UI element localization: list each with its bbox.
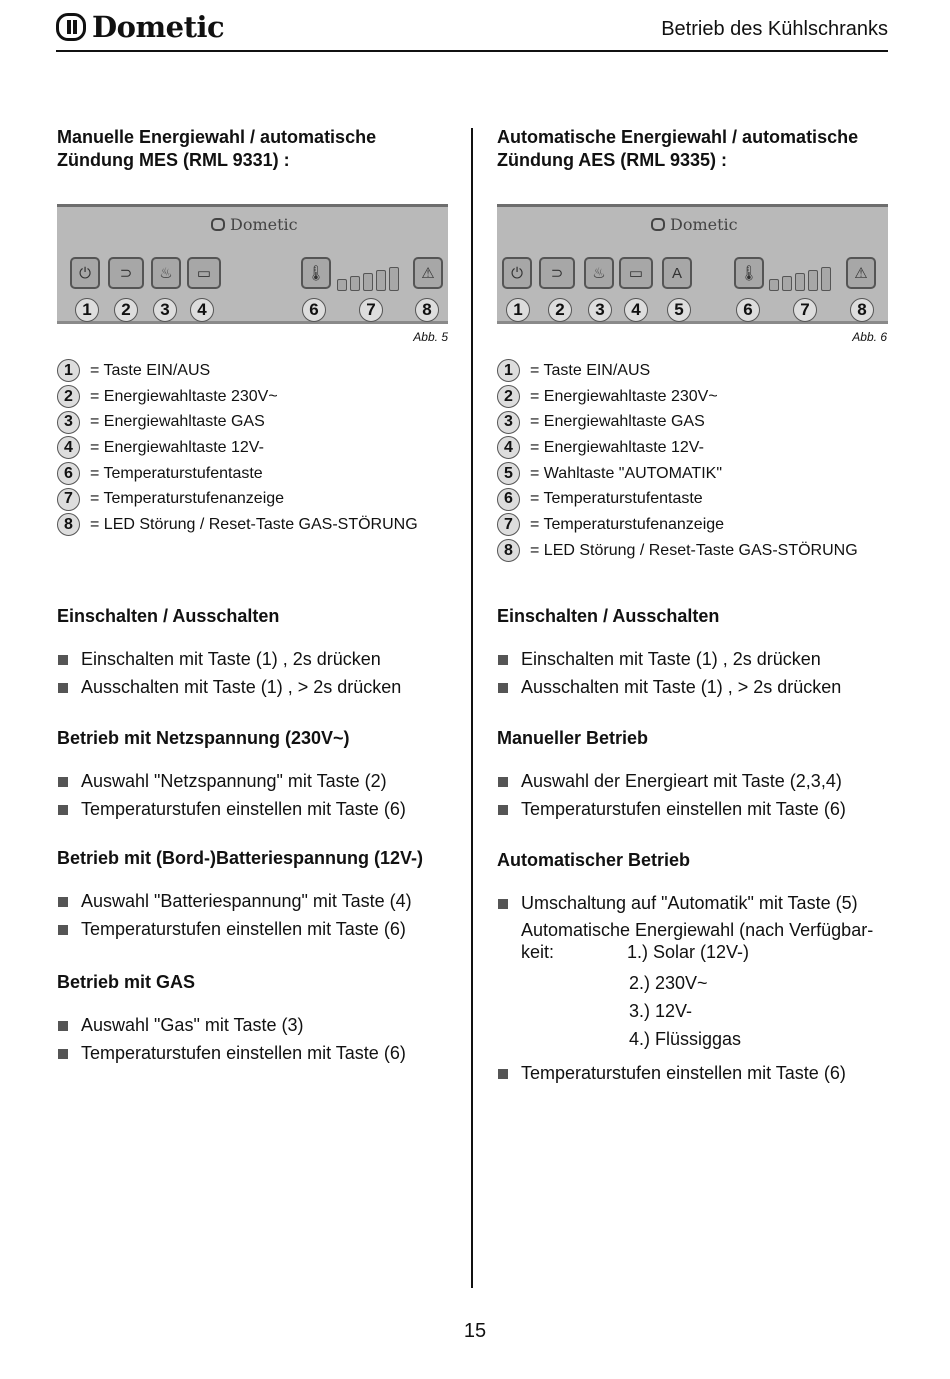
legend-item bbox=[497, 486, 858, 512]
legend-item bbox=[497, 358, 858, 384]
bullet-list bbox=[497, 645, 897, 701]
legend-text: = Temperaturstufentaste bbox=[530, 490, 703, 508]
panel-number: 6 bbox=[736, 298, 760, 322]
priority-item: 3.) 12V- bbox=[629, 1001, 693, 1021]
legend-text: = Temperaturstufenanzeige bbox=[530, 515, 725, 533]
section-heading: Einschalten / Ausschalten bbox=[57, 606, 280, 626]
legend-list bbox=[497, 358, 858, 564]
legend-item bbox=[497, 538, 858, 564]
bullet-item: Auswahl "Gas" mit Taste (3) bbox=[57, 1011, 457, 1039]
description-line bbox=[521, 941, 897, 963]
panel-number: 3 bbox=[588, 298, 612, 322]
control-panel-mes bbox=[57, 204, 448, 324]
panel-number: 8 bbox=[415, 298, 439, 322]
panel-brand-text: Dometic bbox=[230, 215, 298, 234]
description-text: keit: bbox=[521, 942, 555, 962]
left-column-title bbox=[57, 126, 457, 172]
panel-number: 2 bbox=[548, 298, 572, 322]
bullet-item: Ausschalten mit Taste (1) , > 2s drücken bbox=[497, 673, 897, 701]
power-button-icon: ⏻ bbox=[502, 257, 532, 289]
legend-text: = LED Störung / Reset-Taste GAS-STÖRUNG bbox=[530, 541, 858, 559]
bullet-list bbox=[497, 1059, 897, 1087]
legend-number: 2 bbox=[57, 385, 80, 408]
legend-number: 7 bbox=[57, 488, 80, 511]
control-panel-aes bbox=[497, 204, 888, 324]
legend-text: = Temperaturstufentaste bbox=[90, 464, 263, 482]
thermometer-button-icon: 🌡 bbox=[734, 257, 764, 289]
legend-item bbox=[57, 409, 418, 435]
right-column bbox=[497, 126, 897, 1083]
title-line-1: Automatische Energiewahl / automatische bbox=[497, 127, 859, 147]
legend-text: = LED Störung / Reset-Taste GAS-STÖRUNG bbox=[90, 515, 418, 533]
section-heading: Automatischer Betrieb bbox=[497, 850, 691, 870]
legend-number: 7 bbox=[497, 513, 520, 536]
section-manual bbox=[497, 728, 897, 823]
panel-number: 6 bbox=[302, 298, 326, 322]
title-line-1: Manuelle Energiewahl / automatische bbox=[57, 127, 377, 147]
plug-230v-button-icon: ⊃ bbox=[108, 257, 144, 289]
right-column-title bbox=[497, 126, 897, 172]
legend-text: = Energiewahltaste 12V- bbox=[90, 438, 264, 456]
section-230v bbox=[57, 728, 457, 823]
warning-reset-button-icon: ⚠ bbox=[413, 257, 443, 289]
legend-item bbox=[57, 486, 418, 512]
bullet-item: Temperaturstufen einstellen mit Taste (6) bbox=[497, 1059, 897, 1087]
panel-number: 4 bbox=[624, 298, 648, 322]
panel-brand bbox=[211, 215, 298, 234]
panel-number: 8 bbox=[850, 298, 874, 322]
panel-number: 1 bbox=[506, 298, 530, 322]
legend-number: 6 bbox=[57, 462, 80, 485]
battery-12v-button-icon: ▭ bbox=[619, 257, 653, 289]
legend-item bbox=[497, 384, 858, 410]
legend-text: = Temperaturstufenanzeige bbox=[90, 490, 285, 508]
dometic-logo bbox=[56, 10, 224, 44]
gas-flame-button-icon: ♨ bbox=[584, 257, 614, 289]
legend-number: 2 bbox=[497, 385, 520, 408]
plug-230v-button-icon: ⊃ bbox=[539, 257, 575, 289]
panel-number: 7 bbox=[359, 298, 383, 322]
legend-number: 3 bbox=[57, 411, 80, 434]
legend-item bbox=[497, 512, 858, 538]
bullet-item: Ausschalten mit Taste (1) , > 2s drücken bbox=[57, 673, 457, 701]
legend-text: = Wahltaste "AUTOMATIK" bbox=[530, 464, 722, 482]
page-number: 15 bbox=[463, 1320, 487, 1342]
gas-flame-button-icon: ♨ bbox=[151, 257, 181, 289]
section-gas bbox=[57, 972, 457, 1067]
panel-number: 3 bbox=[153, 298, 177, 322]
bullet-item: Umschaltung auf "Automatik" mit Taste (5) bbox=[497, 889, 897, 917]
legend-text: = Energiewahltaste 230V~ bbox=[530, 387, 718, 405]
legend-item bbox=[57, 461, 418, 487]
legend-item bbox=[57, 358, 418, 384]
bullet-list bbox=[57, 645, 457, 701]
bullet-item: Einschalten mit Taste (1) , 2s drücken bbox=[497, 645, 897, 673]
legend-number: 3 bbox=[497, 411, 520, 434]
bullet-item: Temperaturstufen einstellen mit Taste (6) bbox=[57, 915, 457, 943]
legend-number: 4 bbox=[57, 436, 80, 459]
legend-number: 5 bbox=[497, 462, 520, 485]
legend-item bbox=[57, 435, 418, 461]
column-divider bbox=[471, 128, 473, 1288]
bullet-item: Auswahl der Energieart mit Taste (2,3,4) bbox=[497, 767, 897, 795]
legend-item bbox=[57, 512, 418, 538]
legend-text: = Taste EIN/AUS bbox=[530, 361, 651, 379]
legend-item bbox=[497, 461, 858, 487]
panel-number: 1 bbox=[75, 298, 99, 322]
panel-number: 7 bbox=[793, 298, 817, 322]
power-button-icon: ⏻ bbox=[70, 257, 100, 289]
title-line-2: Zündung AES (RML 9335) : bbox=[497, 150, 728, 170]
legend-list bbox=[57, 358, 418, 538]
panel-brand bbox=[651, 215, 738, 234]
panel-number: 2 bbox=[114, 298, 138, 322]
energy-priority-list bbox=[497, 919, 897, 1053]
panel-number: 5 bbox=[667, 298, 691, 322]
section-on-off bbox=[57, 606, 457, 701]
section-automatic bbox=[497, 850, 897, 1087]
section-12v bbox=[57, 848, 457, 943]
legend-item bbox=[497, 435, 858, 461]
left-column bbox=[57, 126, 457, 1063]
warning-reset-button-icon: ⚠ bbox=[846, 257, 876, 289]
legend-number: 6 bbox=[497, 488, 520, 511]
bullet-item: Auswahl "Batteriespannung" mit Taste (4) bbox=[57, 887, 457, 915]
bullet-item: Temperaturstufen einstellen mit Taste (6) bbox=[497, 795, 897, 823]
legend-text: = Energiewahltaste GAS bbox=[530, 413, 705, 431]
bullet-item: Temperaturstufen einstellen mit Taste (6) bbox=[57, 1039, 457, 1067]
legend-number: 4 bbox=[497, 436, 520, 459]
thermometer-button-icon: 🌡 bbox=[301, 257, 331, 289]
battery-12v-button-icon: ▭ bbox=[187, 257, 221, 289]
bullet-list bbox=[57, 767, 457, 823]
panel-number: 4 bbox=[190, 298, 214, 322]
legend-text: = Energiewahltaste 12V- bbox=[530, 438, 704, 456]
dometic-mini-logo-icon bbox=[211, 218, 225, 231]
legend-number: 8 bbox=[497, 539, 520, 562]
dometic-mini-logo-icon bbox=[651, 218, 665, 231]
bullet-item: Temperaturstufen einstellen mit Taste (6) bbox=[57, 795, 457, 823]
section-on-off bbox=[497, 606, 897, 701]
bullet-item: Einschalten mit Taste (1) , 2s drücken bbox=[57, 645, 457, 673]
legend-text: = Energiewahltaste 230V~ bbox=[90, 387, 278, 405]
figure-label: Abb. 5 bbox=[413, 330, 448, 344]
automatic-a-button-icon: A bbox=[662, 257, 692, 289]
title-line-2: Zündung MES (RML 9331) : bbox=[57, 150, 290, 170]
legend-number: 1 bbox=[497, 359, 520, 382]
brand-name: Dometic bbox=[92, 10, 225, 44]
section-heading: Betrieb mit Netzspannung (230V~) bbox=[57, 728, 350, 748]
bullet-list bbox=[497, 889, 897, 917]
panel-brand-text: Dometic bbox=[670, 215, 738, 234]
priority-item: 4.) Flüssiggas bbox=[629, 1029, 742, 1049]
section-title: Betrieb des Kühlschranks bbox=[661, 18, 888, 40]
legend-item bbox=[57, 384, 418, 410]
temperature-level-bars bbox=[769, 267, 831, 291]
priority-item: 2.) 230V~ bbox=[629, 973, 708, 993]
section-heading: Betrieb mit (Bord-)Batteriespannung (12V-) bbox=[57, 848, 424, 868]
priority-item: 1.) Solar (12V-) bbox=[627, 942, 750, 962]
page-header bbox=[56, 6, 888, 52]
section-heading: Einschalten / Ausschalten bbox=[497, 606, 720, 626]
bullet-list bbox=[57, 887, 457, 943]
legend-text: = Energiewahltaste GAS bbox=[90, 413, 265, 431]
section-heading: Manueller Betrieb bbox=[497, 728, 649, 748]
legend-number: 1 bbox=[57, 359, 80, 382]
figure-label: Abb. 6 bbox=[852, 330, 887, 344]
bullet-list bbox=[497, 767, 897, 823]
legend-number: 8 bbox=[57, 513, 80, 536]
description-line: Automatische Energiewahl (nach Verfügbar- bbox=[521, 920, 874, 940]
section-heading: Betrieb mit GAS bbox=[57, 972, 196, 992]
legend-text: = Taste EIN/AUS bbox=[90, 361, 211, 379]
legend-item bbox=[497, 409, 858, 435]
temperature-level-bars bbox=[337, 267, 399, 291]
dometic-logo-icon bbox=[56, 13, 86, 41]
bullet-item: Auswahl "Netzspannung" mit Taste (2) bbox=[57, 767, 457, 795]
bullet-list bbox=[57, 1011, 457, 1067]
